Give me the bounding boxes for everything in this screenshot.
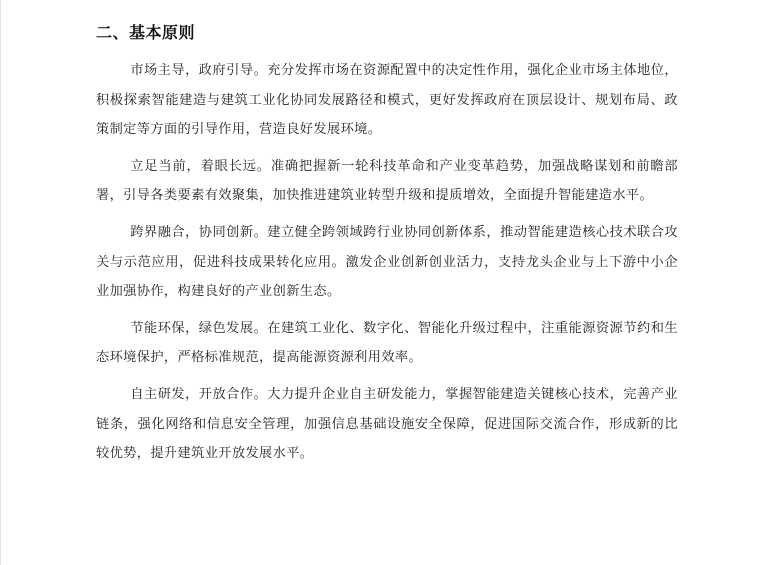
paragraph-cross-industry: 跨界融合，协同创新。建立健全跨领域跨行业协同创新体系，推动智能建造核心技术联合攻关与示范应用，促进科技成果转化应用。激发企业创新创业活力，支持龙头企业与上下游中小企业加强协作，构建良好的产业创新生态。 bbox=[96, 224, 678, 300]
paragraph-long-term: 立足当前，着眼长远。准确把握新一轮科技革命和产业变革趋势，加强战略谋划和前瞻部署，引导各类要素有效聚集，加快推进建筑业转型升级和提质增效，全面提升智能建造水平。 bbox=[96, 158, 678, 204]
paragraph-market-led: 市场主导，政府引导。充分发挥市场在资源配置中的决定性作用，强化企业市场主体地位，积极探索智能建造与建筑工业化协同发展路径和模式，更好发挥政府在顶层设计、规划布局、政策制定等方面的引导作用，营造良好发展环境。 bbox=[96, 63, 678, 138]
paragraph-open-cooperation: 自主研发，开放合作。大力提升企业自主研发能力，掌握智能建造关键核心技术，完善产业链条，强化网络和信息安全管理，加强信息基础设施安全保障，促进国际交流合作，形成新的比较优势，提升建筑业开放发展水平。 bbox=[96, 386, 678, 462]
paragraph-green-development: 节能环保，绿色发展。在建筑工业化、数字化、智能化升级过程中，注重能源资源节约和生态环境保护，严格标准规范，提高能源资源利用效率。 bbox=[96, 320, 678, 366]
document-body bbox=[96, 18, 678, 469]
page-edge-divider bbox=[0, 0, 1, 565]
section-heading: 二、基本原则 bbox=[96, 23, 196, 42]
